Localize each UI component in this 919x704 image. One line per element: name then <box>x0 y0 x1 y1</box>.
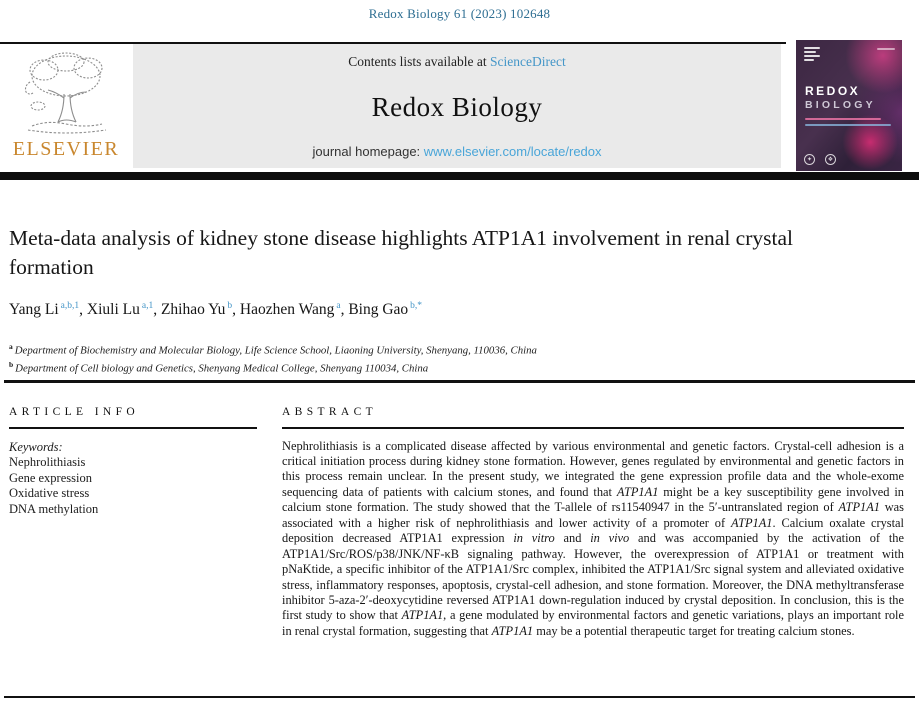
cover-journal-title: REDOX BIOLOGY <box>805 84 876 111</box>
cover-emblem-left-icon: ✦ <box>804 154 815 165</box>
keyword-item: Nephrolithiasis <box>9 455 86 469</box>
author-list: Yang Li $^{a,b,1}$, Xiuli Lu $^{a,1}$, Zhihao Yu $^b$, Haozhen Wang $^a$, Bing Gao $^{b,*}$ <box>9 301 423 319</box>
author: Yang Li $^{a,b,1}$ <box>9 301 80 319</box>
abstract-rule <box>282 427 904 429</box>
author-affiliation-sup: a,1 <box>141 301 154 311</box>
cover-emblem-right-icon: ❖ <box>825 154 836 165</box>
abstract-section <box>282 406 904 639</box>
journal-homepage-link[interactable]: www.elsevier.com/locate/redox <box>423 144 602 159</box>
affiliation: $^a$ Department of Biochemistry and Molecular Biology, Life Science School, Liaoning University, Shenyang, 110036, China <box>9 342 537 357</box>
affiliation: $^b$ Department of Cell biology and Genetics, Shenyang Medical College, Shenyang 110034, China <box>9 360 429 375</box>
header-black-bar <box>0 172 919 180</box>
abstract-text: Nephrolithiasis is a complicated disease affected by various environmental and genetic factors. Crystal-cell adhesion is a critical initiation process during kidney stone formation. However, genes regulated by environmental and genetic factors in this process remain unclear. In the present study, we integrated the gene expression profile data and the whole-exome sequencing data of patients with calcium stones, and found that ATP1A1 might be a key susceptibility gene involved in calcium stone formation. The study showed that the T-allele of rs11540947 in the 5′-untranslated region of ATP1A1 was associated with a higher risk of nephrolithiasis and lower activity of a promoter of ATP1A1. Calcium oxalate crystal deposition decreased ATP1A1 expression in vitro and in vivo and was accompanied by the activation of the ATP1A1/Src/ROS/p38/JNK/NF-κB signaling pathway. However, the overexpression of ATP1A1 or treatment with pNaKtide, a specific inhibitor of the ATP1A1/Src complex, inhibited the ATP1A1/Src signal system and alleviated oxidative stress, inflammatory responses, apoptosis, crystal-cell adhesion, and stone formation. Moreover, the DNA methyltransferase inhibitor 5-aza-2′-deoxycytidine reversed ATP1A1 down-regulation induced by crystal deposition. In conclusion, this is the first study to show that ATP1A1, a gene modulated by environmental factors and genetic variations, plays an important role in renal crystal formation, suggesting that ATP1A1 may be a potential therapeutic target for treating calcium stones. <box>282 438 904 638</box>
article-info-heading: ARTICLE INFO <box>9 406 140 418</box>
author-affiliation-sup: a <box>336 301 341 311</box>
author-affiliation-sup: b,* <box>410 301 423 311</box>
elsevier-wordmark: ELSEVIER <box>12 138 120 160</box>
title-section-divider <box>4 380 915 383</box>
keywords-label: Keywords: <box>9 439 63 454</box>
cover-volume-text <box>877 48 895 50</box>
sciencedirect-link[interactable]: ScienceDirect <box>490 54 566 69</box>
elsevier-logo <box>8 48 124 168</box>
article-title: Meta-data analysis of kidney stone disease highlights ATP1A1 involvement in renal crystal formation <box>9 226 793 279</box>
elsevier-tree-icon <box>8 48 124 136</box>
author: Zhihao Yu $^b$ <box>160 301 233 319</box>
author: Xiuli Lu $^{a,1}$ <box>86 301 154 319</box>
cover-emblem-icons <box>804 154 836 165</box>
article-info-section <box>9 406 257 517</box>
cover-editor-lines <box>805 118 887 126</box>
keywords-list <box>9 455 257 517</box>
author: Bing Gao $^{b,*}$ <box>348 301 423 319</box>
author-affiliation-sup: b <box>227 301 233 311</box>
keyword-item: Oxidative stress <box>9 486 90 500</box>
author-affiliation-sup: a,b,1 <box>60 301 80 311</box>
keywords-block <box>9 440 257 518</box>
cover-publisher-logo <box>804 47 820 63</box>
page-bottom-divider <box>4 696 915 698</box>
journal-banner <box>133 44 781 168</box>
journal-reference-line: Redox Biology 61 (2023) 102648 <box>368 6 551 21</box>
abstract-heading: ABSTRACT <box>282 406 378 418</box>
affiliation-list <box>9 340 537 376</box>
author: Haozhen Wang $^a$ <box>239 301 341 319</box>
keyword-item: DNA methylation <box>9 501 99 516</box>
article-info-rule <box>9 427 257 429</box>
journal-banner-title: Redox Biology <box>371 91 543 122</box>
journal-cover-thumbnail <box>796 40 902 171</box>
homepage-line: journal homepage: www.elsevier.com/locate/redox <box>312 144 602 159</box>
contents-line: Contents lists available at ScienceDirect <box>348 54 566 69</box>
keyword-item: Gene expression <box>9 470 92 485</box>
